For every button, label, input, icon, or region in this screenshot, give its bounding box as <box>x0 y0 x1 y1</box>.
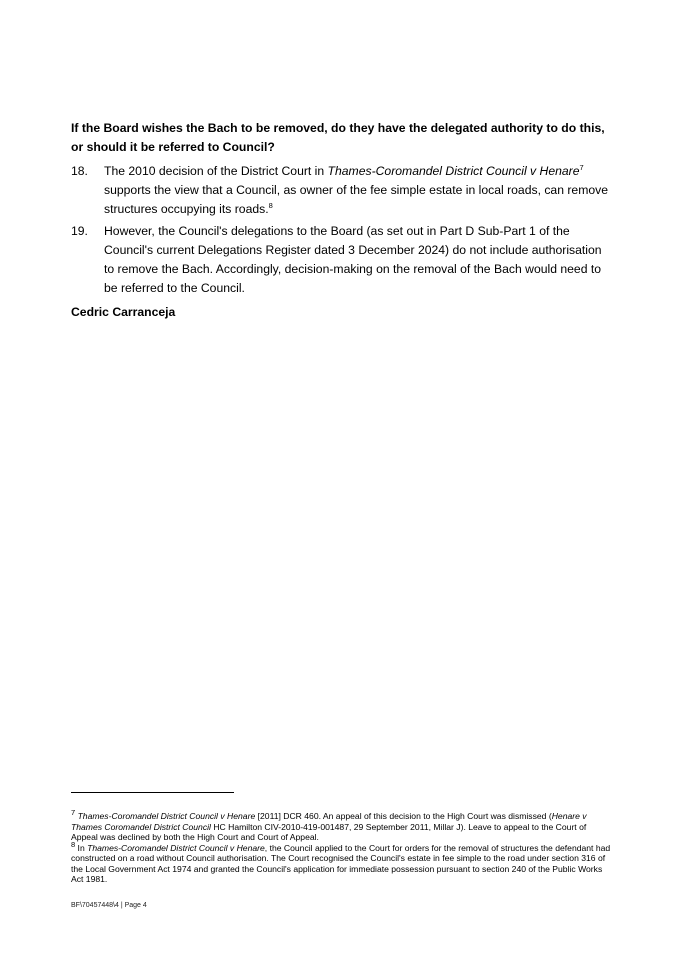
paragraph-text-start: The 2010 decision of the District Court in <box>104 164 328 178</box>
case-name: Thames-Coromandel District Council v Henare <box>327 164 580 178</box>
paragraph-text: However, the Council's delegations to the Board (as set out in Part D Sub-Part 1 of the Council's current Delegations Register dated 3 December 2024) do not include authorisation to remove the Bach. Accordingly, decision-making on the removal of the Bach would need to be referred to the Council. <box>104 224 602 295</box>
footnote-7 <box>71 808 611 843</box>
footnote-ref-8: 8 <box>268 200 273 210</box>
paragraph-text <box>104 162 611 219</box>
section-heading: If the Board wishes the Bach to be removed, do they have the delegated authority to do this, or should it be referred to Council? <box>71 121 605 154</box>
footnote-ref-7: 7 <box>579 162 584 172</box>
footnote-text: , the Council applied to the Court for orders for the removal of structures the defendant had constructed on a road without Council authorisation. The Court recognised the Council's estate in fee simple to the road under section 316 of the Local Government Act 1974 and granted the Council's application for immediate possession pursuant to section 240 of the Public Works Act 1981. <box>71 842 611 884</box>
footnote-number: 7 <box>71 808 76 818</box>
footnote-separator <box>71 792 234 793</box>
paragraph-number: 18. <box>71 164 88 178</box>
case-name: Thames-Coromandel District Council v Henare <box>87 842 265 853</box>
footnotes <box>71 808 611 885</box>
footnote-text: HC Hamilton CIV-2010-419-001487, 29 September 2011, Millar J). Leave to appeal to the Court of Appeal was declined by both the High Court and Court of Appeal. <box>71 821 587 842</box>
paragraph-number: 19. <box>71 224 88 238</box>
footnote-number: 8 <box>71 839 76 849</box>
case-name: Thames-Coromandel District Council v Henare <box>77 811 256 821</box>
footnote-text: In <box>75 842 88 853</box>
footnote-text: [2011] DCR 460. An appeal of this decision to the High Court was dismissed ( <box>255 811 552 821</box>
page-footer: BF\70457448\4 | Page 4 <box>71 902 147 909</box>
paragraph-text-end: supports the view that a Council, as owner of the fee simple estate in local roads, can remove structures occupying its roads. <box>104 183 609 216</box>
case-name: Henare v Thames Coromandel District Council <box>71 811 587 832</box>
footnote-8 <box>71 839 611 885</box>
author-signature: Cedric Carranceja <box>71 305 176 319</box>
